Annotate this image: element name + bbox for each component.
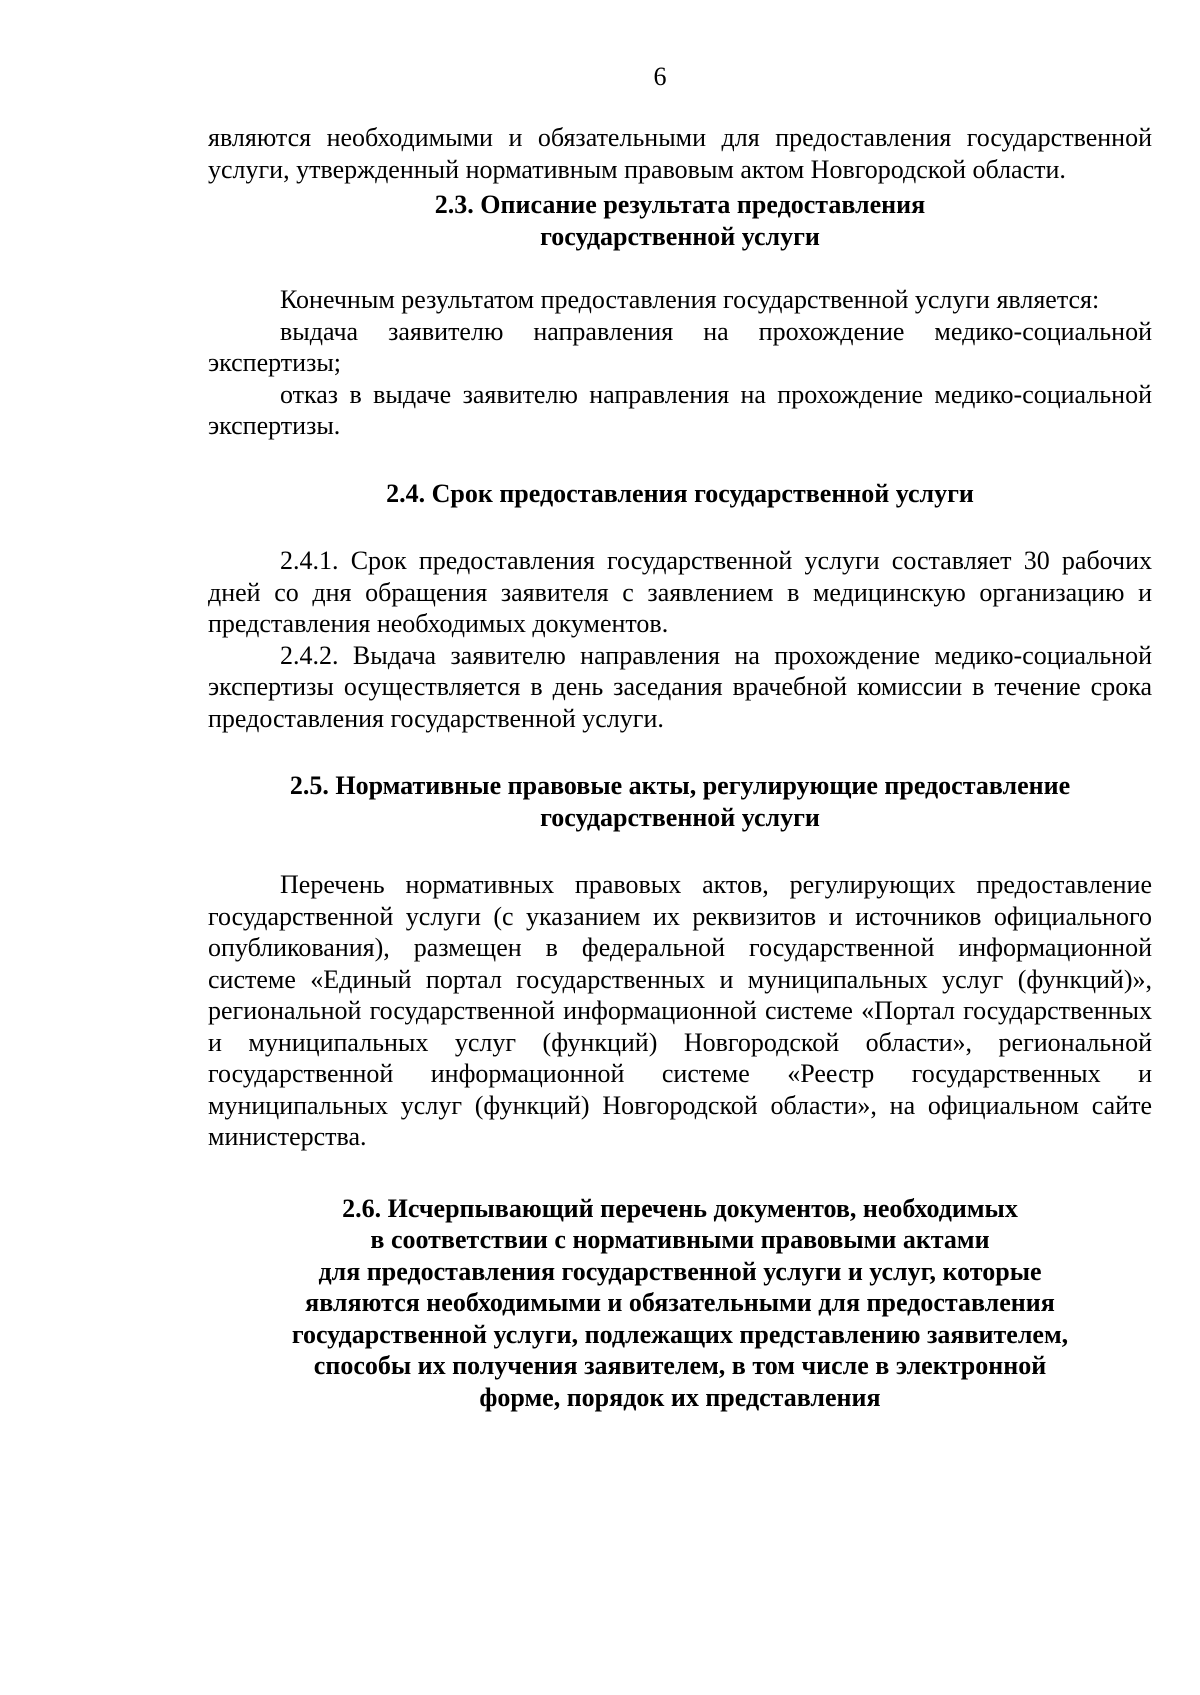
section-2-5-heading-line: 2.5. Нормативные правовые акты, регулирующие предоставление <box>289 771 1071 800</box>
section-2-5-heading-line: государственной услуги <box>540 802 820 832</box>
intro-paragraph: являются необходимыми и обязательными для предоставления государственной услуги, утвержденный нормативным правовым актом Новгородской области. <box>208 123 1152 184</box>
section-2-6-heading-line: являются необходимыми и обязательными для предоставления <box>305 1288 1055 1317</box>
section-2-5-paragraph: Перечень нормативных правовых актов, регулирующих предоставление государственной услуги (с указанием их реквизитов и источников официального опубликования), размещен в федеральной государственной информационной системе «Единый портал государственных и муниципальных услуг (функций)», региональной государственной информационной системе «Портал государственных и муниципальных услуг (функций) Новгородской области», региональной государственной информационной системе «Реестр государственных и муниципальных услуг (функций) Новгородской области», на официальном сайте министерства. <box>208 870 1152 1151</box>
section-2-3-paragraph: Конечным результатом предоставления государственной услуги является: <box>280 285 1100 314</box>
section-2-3-paragraph: отказ в выдаче заявителю направления на прохождение медико-социальной экспертизы. <box>208 379 1152 440</box>
section-2-6-heading-line: в соответствии с нормативными правовыми актами <box>370 1225 990 1254</box>
section-2-4-paragraph: 2.4.2. Выдача заявителю направления на прохождение медико-социальной экспертизы осуществляется в день заседания врачебной комиссии в течение срока предоставления государственной услуги. <box>208 640 1152 733</box>
section-2-3-heading <box>208 189 1152 252</box>
page-number: 6 <box>653 62 667 91</box>
section-2-4-heading: 2.4. Срок предоставления государственной услуги <box>386 478 974 508</box>
section-2-4-paragraph: 2.4.1. Срок предоставления государственной услуги составляет 30 рабочих дней со дня обращения заявителя с заявлением в медицинскую организацию и представления необходимых документов. <box>208 546 1152 638</box>
section-2-6-heading-line: государственной услуги, подлежащих представлению заявителем, <box>291 1319 1069 1349</box>
section-2-3-heading-line: 2.3. Описание результата предоставления <box>434 190 926 219</box>
section-2-6-heading-line: 2.6. Исчерпывающий перечень документов, необходимых <box>342 1193 1018 1223</box>
section-2-6-heading <box>208 1193 1152 1414</box>
section-2-5-heading <box>208 770 1152 833</box>
document-body <box>208 122 1152 1413</box>
section-2-3-paragraph: выдача заявителю направления на прохождение медико-социальной экспертизы; <box>208 316 1152 377</box>
section-2-3-heading-line: государственной услуги <box>540 221 820 251</box>
section-2-6-heading-line: способы их получения заявителем, в том числе в электронной <box>313 1351 1047 1380</box>
section-2-6-heading-line: для предоставления государственной услуги и услуг, которые <box>318 1256 1042 1286</box>
section-2-6-heading-line: форме, порядок их представления <box>479 1382 881 1412</box>
